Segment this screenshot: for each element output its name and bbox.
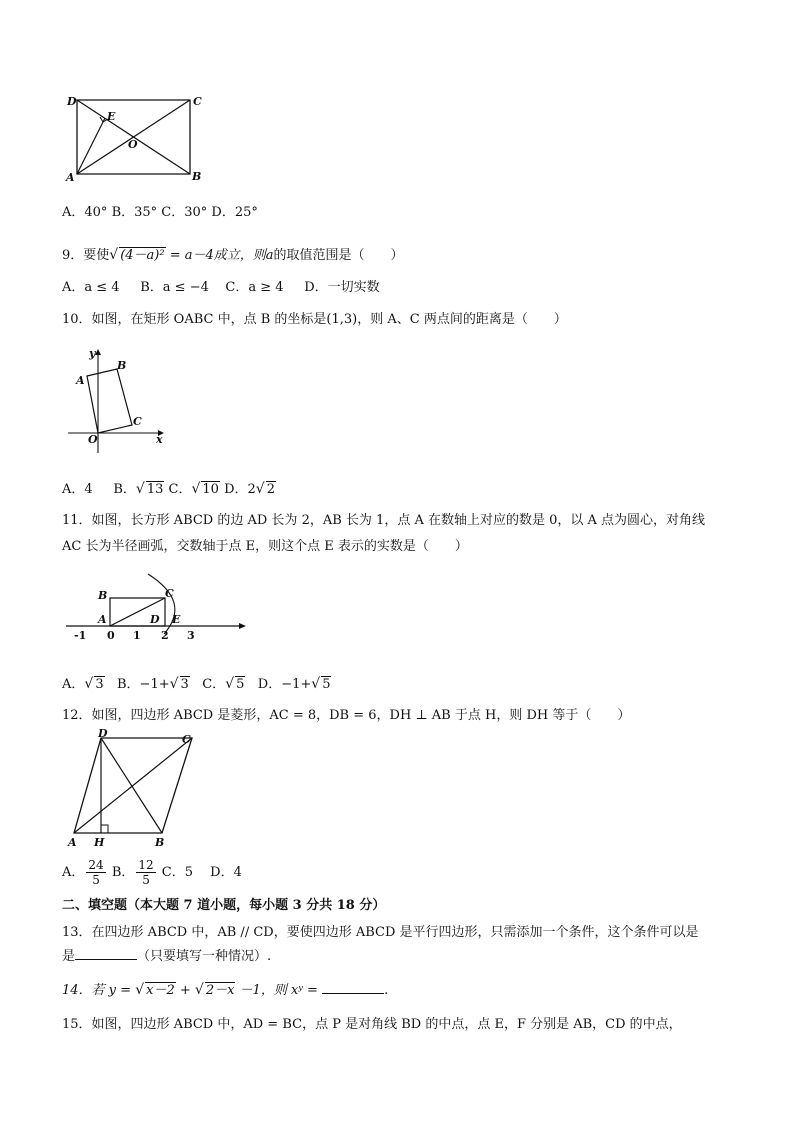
q13-line2-prefix: 是 — [62, 949, 76, 964]
q10-label-x: x — [156, 433, 163, 446]
q10-option-d: D．2 — [224, 482, 256, 497]
q9-var: a — [265, 248, 274, 263]
q14-radicand-2: 2－x — [205, 983, 235, 998]
q11-options — [62, 674, 331, 695]
q11-tick-minus1: -1 — [74, 629, 87, 642]
q8-label-c: C — [193, 95, 202, 108]
q12-option-a-denominator: 5 — [92, 873, 100, 887]
q11-tick-1: 1 — [133, 629, 141, 642]
q11-option-b-radicand: 3 — [180, 677, 189, 692]
sqrt-icon: √ — [84, 676, 94, 692]
q8-options: A．40° B．35° C．30° D．25° — [62, 205, 258, 220]
q14-plus: + — [175, 983, 195, 998]
q12-option-b-fraction — [136, 858, 155, 887]
q9-radicand: (4－a)² — [120, 248, 165, 263]
q12-label-a: A — [68, 836, 77, 849]
q11-option-d-radicand: 5 — [322, 677, 331, 692]
q12-option-a-fraction — [86, 858, 105, 887]
sqrt-icon: √ — [109, 247, 119, 263]
q11-tick-3: 3 — [187, 629, 195, 642]
q10-coordinate-figure — [60, 345, 175, 460]
q12-option-b-numerator: 12 — [138, 858, 154, 872]
q14-suffix: . — [384, 983, 389, 998]
q11-option-c: C． — [202, 677, 226, 692]
q10-option-d-radicand: 2 — [266, 482, 275, 497]
sqrt-icon: √ — [191, 481, 201, 497]
q12-label-h: H — [94, 836, 105, 849]
q11-number-line-figure — [60, 568, 250, 648]
q12-label-b: B — [155, 836, 165, 849]
q12-option-b-denominator: 5 — [142, 873, 150, 887]
q11-label-b: B — [98, 589, 108, 602]
q9-option-a: A．a ≤ 4 — [62, 280, 120, 295]
q10-label-y: y — [89, 347, 96, 360]
q9-mid: = a－4成立，则 — [165, 248, 266, 263]
q14-answer-blank[interactable] — [322, 981, 384, 994]
q8-label-a: A — [66, 171, 75, 184]
q13-question-line2 — [62, 947, 271, 967]
q11-label-e: E — [172, 613, 181, 626]
q11-option-d: D．−1+ — [257, 677, 312, 692]
q14-question — [62, 980, 388, 1001]
q11-tick-0: 0 — [107, 629, 115, 642]
q9-option-d: D．一切实数 — [304, 280, 380, 295]
q12-label-c: C — [182, 733, 191, 746]
q11-option-b: B．−1+ — [117, 677, 170, 692]
q8-rectangle-figure — [60, 90, 210, 185]
sqrt-icon: √ — [255, 481, 265, 497]
q10-option-b-radicand: 13 — [146, 482, 164, 497]
q12-diagonal-db — [101, 738, 162, 833]
q14-radicand-1: x－2 — [146, 983, 175, 998]
q12-question: 12．如图，四边形 ABCD 是菱形，AC = 8，DB = 6，DH ⊥ AB 于点 H，则 DH 等于（ ） — [62, 708, 631, 723]
q11-option-a-radicand: 3 — [95, 677, 104, 692]
q11-tick-2: 2 — [161, 629, 169, 642]
q13-answer-blank[interactable] — [75, 947, 137, 960]
q10-label-o: O — [88, 433, 98, 446]
q11-axis-arrow-icon — [239, 623, 246, 629]
q12-option-a: A． — [62, 865, 85, 880]
q11-label-a: A — [98, 613, 107, 626]
q11-question-line1: 11．如图，长方形 ABCD 的边 AD 长为 2，AB 长为 1，点 A 在数轴上对应的数是 0，以 A 点为圆心，对角线 — [62, 513, 706, 528]
q11-question-line2: AC 长为半径画弧，交数轴于点 E，则这个点 E 表示的实数是（ ） — [62, 539, 468, 554]
q11-option-a: A． — [62, 677, 85, 692]
q10-rectangle-oabc — [87, 369, 132, 433]
q12-option-a-numerator: 24 — [88, 858, 104, 872]
q10-option-a: A．4 — [62, 482, 93, 497]
q14-mid: －1，则 xʸ = — [235, 983, 323, 998]
q12-label-d: D — [98, 727, 108, 740]
sqrt-icon: √ — [311, 676, 321, 692]
q14-prefix: 14．若 y = — [62, 983, 136, 998]
q11-label-d: D — [150, 613, 160, 626]
q10-option-c-radicand: 10 — [202, 482, 219, 497]
q12-right-angle-mark — [101, 825, 108, 833]
sqrt-icon: √ — [135, 982, 145, 998]
section-2-title: 二、填空题（本大题 7 道小题，每小题 3 分共 18 分） — [62, 898, 386, 913]
q10-label-c: C — [133, 415, 142, 428]
q9-question — [62, 245, 404, 266]
q11-option-c-radicand: 5 — [236, 677, 245, 692]
q10-options — [62, 479, 276, 500]
sqrt-icon: √ — [225, 676, 235, 692]
sqrt-icon: √ — [135, 481, 145, 497]
q10-label-b: B — [117, 359, 127, 372]
q10-option-b: B． — [113, 482, 136, 497]
q13-line2-suffix: （只要填写一种情况）. — [137, 949, 272, 964]
q8-label-b: B — [192, 170, 202, 183]
q10-label-a: A — [76, 374, 85, 387]
q9-prefix: 9．要使 — [62, 248, 110, 263]
q13-question-line1: 13．在四边形 ABCD 中，AB // CD，要使四边形 ABCD 是平行四边形，只需添加一个条件，这个条件可以是 — [62, 925, 699, 940]
q12-options — [62, 856, 242, 890]
q10-option-c: C． — [168, 482, 192, 497]
sqrt-icon: √ — [169, 676, 179, 692]
q12-rhombus-figure — [64, 727, 204, 852]
q9-option-b: B．a ≤ −4 — [140, 280, 209, 295]
sqrt-icon: √ — [194, 982, 204, 998]
q10-question: 10．如图，在矩形 OABC 中，点 B 的坐标是(1,3)，则 A、C 两点间的距离是（ ） — [62, 312, 567, 327]
q12-options-cd: C．5 D．4 — [161, 865, 242, 880]
q8-label-e: E — [107, 110, 116, 123]
q9-suffix: 的取值范围是（ ） — [273, 248, 404, 263]
q9-option-c: C．a ≥ 4 — [225, 280, 284, 295]
q12-diagonal-ac — [74, 738, 192, 833]
q8-label-d: D — [67, 95, 77, 108]
q8-segment-ae — [77, 118, 105, 174]
q10-y-arrow-icon — [95, 349, 101, 355]
q8-label-o: O — [128, 138, 138, 151]
q11-label-c: C — [165, 587, 174, 600]
q12-option-b: B． — [111, 865, 135, 880]
q9-options — [62, 278, 380, 298]
q15-question: 15．如图，四边形 ABCD 中，AD = BC，点 P 是对角线 BD 的中点，点 E，F 分别是 AB，CD 的中点， — [62, 1017, 682, 1032]
